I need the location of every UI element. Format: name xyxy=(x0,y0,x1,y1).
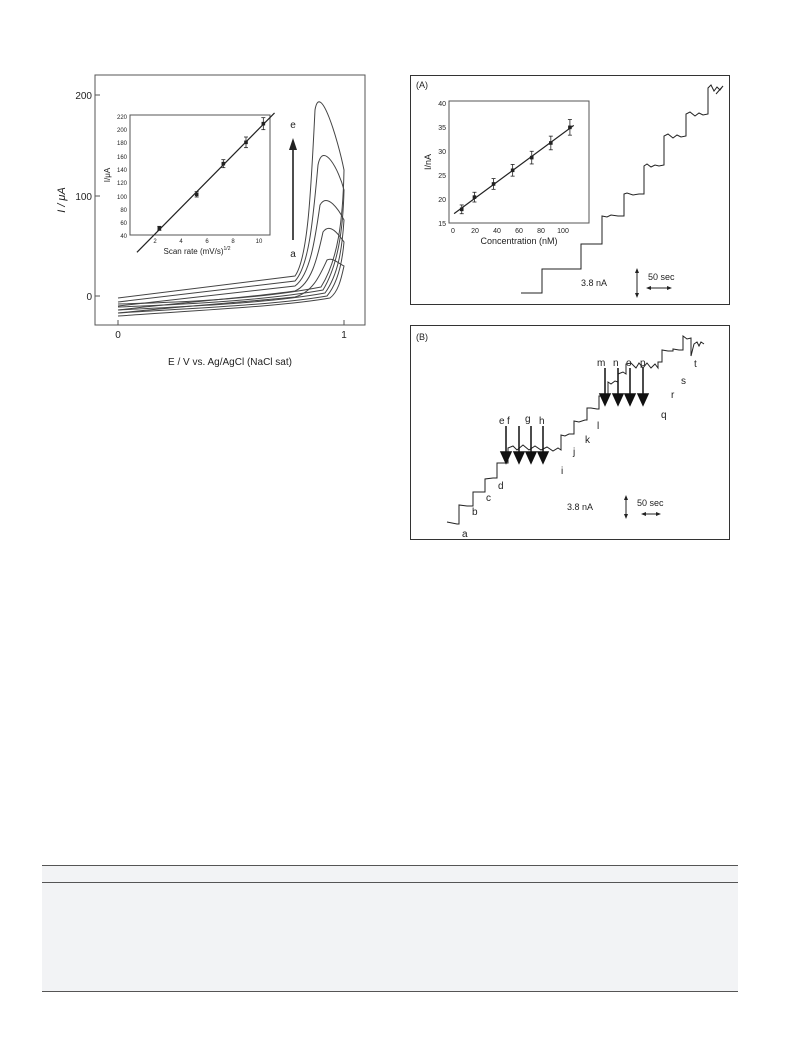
panel-b-step-n: n xyxy=(613,358,619,369)
panel-b-arrow-o-head xyxy=(625,394,635,405)
panel-a-scale-time-arrow-right xyxy=(667,286,672,290)
cv-curve-end-label: e xyxy=(290,120,296,131)
cv-inset-ytick-40: 40 xyxy=(120,234,127,240)
panel-a-inset-xlabel: Concentration (nM) xyxy=(480,236,558,246)
cv-curve-a xyxy=(118,259,344,316)
panel-a-inset-xtick-40: 40 xyxy=(493,228,501,235)
cv-figure xyxy=(55,70,375,375)
table-header-rule xyxy=(42,882,738,883)
cv-inset-ytick-200: 200 xyxy=(116,128,127,134)
panel-b-step-d: d xyxy=(498,481,504,492)
panel-b-svg xyxy=(411,326,729,539)
panel-b-arrow-f-head xyxy=(514,452,524,463)
cv-xlabel: E / V vs. Ag/AgCl (NaCl sat) xyxy=(168,357,292,368)
cv-inset-ytick-180: 180 xyxy=(116,141,127,147)
panel-b-step-h: h xyxy=(539,416,545,427)
table-top-rule xyxy=(42,865,738,866)
panel-b xyxy=(410,325,730,540)
panel-b-step-p: p xyxy=(640,358,646,369)
panel-b-step-q: q xyxy=(661,410,667,421)
panel-b-label: (B) xyxy=(416,332,428,342)
cv-plot-svg xyxy=(55,70,375,375)
cv-inset-point xyxy=(262,122,266,126)
cv-inset-point xyxy=(244,141,248,145)
cv-ytick-label-200: 200 xyxy=(75,91,92,102)
panel-a-inset-xtick-0: 0 xyxy=(451,228,455,235)
panel-b-step-j: j xyxy=(573,447,576,458)
panel-a-scale-current-text: 3.8 nA xyxy=(581,278,608,288)
cv-inset-point xyxy=(158,227,162,231)
panel-b-step-t: t xyxy=(694,359,697,370)
panel-b-step-r: r xyxy=(671,390,675,401)
cv-ytick-label-100: 100 xyxy=(75,192,92,203)
table-strip xyxy=(42,865,738,992)
panel-b-arrow-n-head xyxy=(613,394,623,405)
cv-inset-ytick-120: 120 xyxy=(116,181,127,187)
cv-inset-xlabel-sup: 1/2 xyxy=(223,246,231,252)
cv-inset-xtick-4: 4 xyxy=(179,239,183,245)
cv-inset-xtick-6: 6 xyxy=(205,239,209,245)
cv-inset-ylabel: I/μA xyxy=(103,167,112,183)
cv-inset-ytick-160: 160 xyxy=(116,155,127,161)
panel-a xyxy=(410,75,730,305)
panel-b-step-c: c xyxy=(486,493,491,504)
panel-b-scale-time-arrow-right xyxy=(656,512,661,516)
panel-a-inset-point xyxy=(530,156,534,160)
panel-b-step-e: e xyxy=(499,416,505,427)
cv-inset-point xyxy=(222,162,226,166)
cv-inset-ytick-80: 80 xyxy=(120,208,127,214)
cv-inset-xlabel xyxy=(164,246,231,256)
panel-a-inset-point xyxy=(568,126,572,130)
panel-a-inset-ylabel: I/nA xyxy=(423,153,433,171)
panel-a-scale-time-text: 50 sec xyxy=(648,272,675,282)
panel-a-inset-ytick-15: 15 xyxy=(438,221,446,228)
panel-a-inset-ytick-35: 35 xyxy=(438,125,446,132)
panel-b-arrow-h-head xyxy=(538,452,548,463)
panel-b-step-o: o xyxy=(626,358,632,369)
panel-b-step-g: g xyxy=(525,414,531,425)
panel-a-inset-point xyxy=(549,141,553,145)
panel-b-scale-current-arrow-down xyxy=(624,514,628,519)
panel-b-step-s: s xyxy=(681,376,686,387)
panel-b-arrow-p-head xyxy=(638,394,648,405)
panel-a-inset-xtick-60: 60 xyxy=(515,228,523,235)
panel-a-inset-point xyxy=(473,195,477,199)
panel-b-arrow-e-head xyxy=(501,452,511,463)
cv-inset-ytick-60: 60 xyxy=(120,221,127,227)
cv-inset-ytick-140: 140 xyxy=(116,168,127,174)
cv-inset-xlabel-main: Scan rate (mV/s) xyxy=(163,247,224,256)
panel-b-step-b: b xyxy=(472,507,478,518)
panel-a-inset-point xyxy=(492,182,496,186)
panel-b-scale-time-arrow-left xyxy=(641,512,646,516)
panel-a-scale-current-arrow-up xyxy=(635,268,639,273)
cv-inset-ytick-220: 220 xyxy=(116,115,127,121)
panel-b-step-k: k xyxy=(585,435,590,446)
panel-a-label: (A) xyxy=(416,80,428,90)
panel-a-scale-current-arrow-down xyxy=(635,293,639,298)
panel-a-inset-point xyxy=(511,168,515,172)
panel-b-step-m: m xyxy=(597,358,606,369)
panel-a-inset-xtick-100: 100 xyxy=(557,228,569,235)
cv-xtick-label-0: 0 xyxy=(115,330,121,341)
panel-a-inset xyxy=(423,101,589,246)
cv-inset-xtick-2: 2 xyxy=(153,239,157,245)
cv-curve-start-label: a xyxy=(290,249,296,260)
cv-inset-xtick-8: 8 xyxy=(231,239,235,245)
panel-a-inset-point xyxy=(460,208,464,212)
panel-a-inset-xtick-20: 20 xyxy=(471,228,479,235)
panel-b-scale-current-arrow-up xyxy=(624,495,628,500)
cv-inset-xtick-10: 10 xyxy=(255,239,263,245)
panel-b-step-a: a xyxy=(462,529,468,539)
panel-b-scale-current-text: 3.8 nA xyxy=(567,502,594,512)
panel-b-step-i: i xyxy=(561,466,564,477)
table-bottom-rule xyxy=(42,991,738,992)
cv-ytick-label-0: 0 xyxy=(86,292,92,303)
cv-inset xyxy=(103,113,275,256)
panel-b-arrow-g-head xyxy=(526,452,536,463)
panel-a-svg xyxy=(411,76,729,304)
cv-inset-yticks xyxy=(117,115,128,240)
panel-b-arrow-m-head xyxy=(600,394,610,405)
cv-xtick-label-1: 1 xyxy=(341,330,347,341)
cv-inset-xticks xyxy=(153,239,263,245)
cv-ylabel: I / μA xyxy=(56,187,68,213)
panel-b-scale-time-text: 50 sec xyxy=(637,498,664,508)
panel-a-inset-ytick-40: 40 xyxy=(438,101,446,108)
panel-a-inset-xtick-80: 80 xyxy=(537,228,545,235)
panel-a-inset-ytick-25: 25 xyxy=(438,173,446,180)
panel-a-scale-time-arrow-left xyxy=(646,286,651,290)
panel-b-step-f: f xyxy=(507,416,510,427)
cv-inset-frame xyxy=(130,115,270,235)
cv-arrow-head xyxy=(289,138,297,150)
panel-b-step-l: l xyxy=(597,421,600,432)
cv-inset-point xyxy=(195,193,199,197)
panel-a-inset-ytick-30: 30 xyxy=(438,149,446,156)
panel-a-inset-ytick-20: 20 xyxy=(438,197,446,204)
cv-inset-ytick-100: 100 xyxy=(116,195,127,201)
